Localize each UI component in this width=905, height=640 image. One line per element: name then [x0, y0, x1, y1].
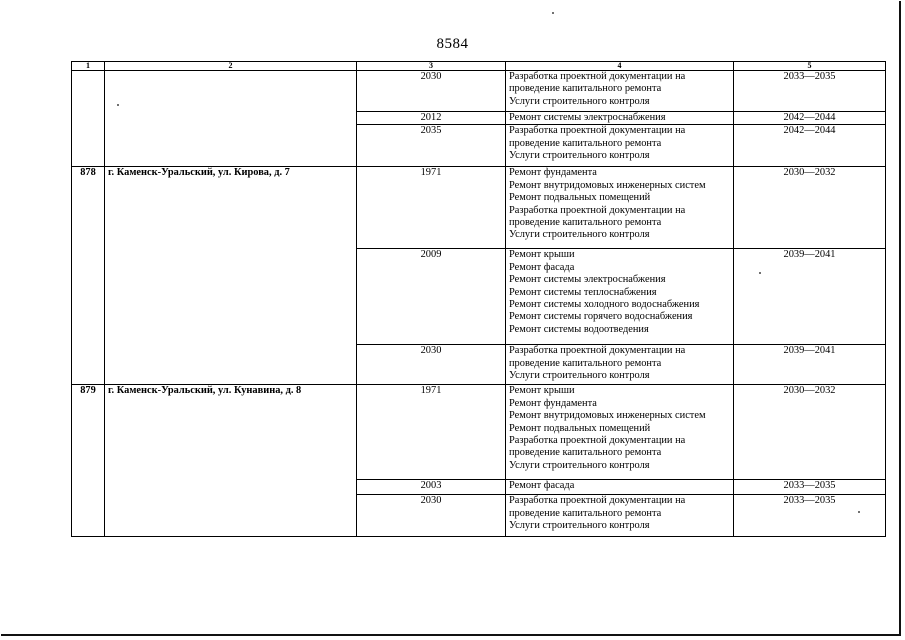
works-cell	[506, 71, 734, 112]
work-item: проведение капитального ремонта	[509, 447, 662, 459]
repair-schedule-table	[71, 61, 886, 537]
table-row	[72, 167, 886, 249]
work-item: Услуги строительного контроля	[509, 229, 650, 241]
works-cell	[506, 495, 734, 537]
scan-speck	[858, 511, 860, 513]
col-2-header: 2	[105, 62, 357, 71]
works-cell	[506, 249, 734, 345]
table-row	[72, 71, 886, 112]
column-number-row	[72, 62, 886, 71]
scan-speck	[759, 272, 761, 274]
work-item: Услуги строительного контроля	[509, 150, 650, 162]
year-cell: 2030	[357, 71, 506, 112]
year-cell: 2003	[357, 480, 506, 495]
scan-speck	[552, 12, 554, 14]
work-item: Ремонт подвальных помещений	[509, 422, 651, 434]
year-cell: 1971	[357, 385, 506, 480]
row-number	[72, 71, 105, 167]
work-item: Ремонт системы водоотведения	[509, 323, 649, 335]
building-address: г. Каменск-Уральский, ул. Кунавина, д. 8	[105, 385, 357, 537]
work-item: проведение капитального ремонта	[509, 217, 662, 229]
work-item: Разработка проектной документации на	[509, 345, 686, 357]
work-item: Ремонт системы холодного водоснабжения	[509, 299, 700, 311]
work-item: Ремонт фасада	[509, 261, 575, 273]
scan-speck	[117, 104, 119, 106]
work-item: Ремонт фундамента	[509, 167, 597, 179]
work-item: проведение капитального ремонта	[509, 357, 662, 369]
work-item: Ремонт системы электроснабжения	[509, 274, 666, 286]
building-address: г. Каменск-Уральский, ул. Кирова, д. 7	[105, 167, 357, 385]
period-cell: 2033—2035	[734, 495, 886, 537]
works-cell	[506, 345, 734, 385]
work-item: Ремонт крыши	[509, 249, 575, 261]
work-item: Ремонт системы теплоснабжения	[509, 286, 657, 298]
year-cell: 2035	[357, 125, 506, 167]
year-cell: 2009	[357, 249, 506, 345]
period-cell: 2039—2041	[734, 249, 886, 345]
work-item: проведение капитального ремонта	[509, 507, 662, 519]
work-item: Ремонт фундамента	[509, 397, 597, 409]
work-item: Ремонт внутридомовых инженерных систем	[509, 179, 706, 191]
work-item: Услуги строительного контроля	[509, 459, 650, 471]
page-number: 8584	[436, 36, 469, 52]
work-item: Ремонт крыши	[509, 385, 575, 397]
year-cell: 2012	[357, 112, 506, 125]
work-item: Услуги строительного контроля	[509, 370, 650, 382]
col-5-header: 5	[734, 62, 886, 71]
work-item: Разработка проектной документации на	[509, 495, 686, 507]
work-item: Услуги строительного контроля	[509, 520, 650, 532]
period-cell: 2039—2041	[734, 345, 886, 385]
work-item: Разработка проектной документации на	[509, 204, 686, 216]
work-item: Ремонт фасада	[509, 480, 575, 492]
work-item: Ремонт системы электроснабжения	[509, 112, 666, 123]
works-cell	[506, 112, 734, 125]
col-1-header: 1	[72, 62, 105, 71]
work-item: Ремонт подвальных помещений	[509, 192, 651, 204]
col-4-header: 4	[506, 62, 734, 71]
work-item: проведение капитального ремонта	[509, 137, 662, 149]
period-cell: 2033—2035	[734, 480, 886, 495]
work-item: Ремонт внутридомовых инженерных систем	[509, 410, 706, 422]
period-cell: 2042—2044	[734, 125, 886, 167]
period-cell: 2030—2032	[734, 167, 886, 249]
work-item: Услуги строительного контроля	[509, 95, 650, 107]
building-address	[105, 71, 357, 167]
row-number: 879	[72, 385, 105, 537]
work-item: проведение капитального ремонта	[509, 83, 662, 95]
works-cell	[506, 480, 734, 495]
table-row	[72, 385, 886, 480]
work-item: Разработка проектной документации на	[509, 435, 686, 447]
year-cell: 1971	[357, 167, 506, 249]
year-cell: 2030	[357, 495, 506, 537]
work-item: Разработка проектной документации на	[509, 71, 686, 82]
work-item: Ремонт системы горячего водоснабжения	[509, 311, 693, 323]
row-number: 878	[72, 167, 105, 385]
work-item: Разработка проектной документации на	[509, 125, 686, 137]
period-cell: 2042—2044	[734, 112, 886, 125]
works-cell	[506, 125, 734, 167]
period-cell: 2030—2032	[734, 385, 886, 480]
col-3-header: 3	[357, 62, 506, 71]
table-body	[72, 71, 886, 537]
works-cell	[506, 167, 734, 249]
year-cell: 2030	[357, 345, 506, 385]
period-cell: 2033—2035	[734, 71, 886, 112]
works-cell	[506, 385, 734, 480]
